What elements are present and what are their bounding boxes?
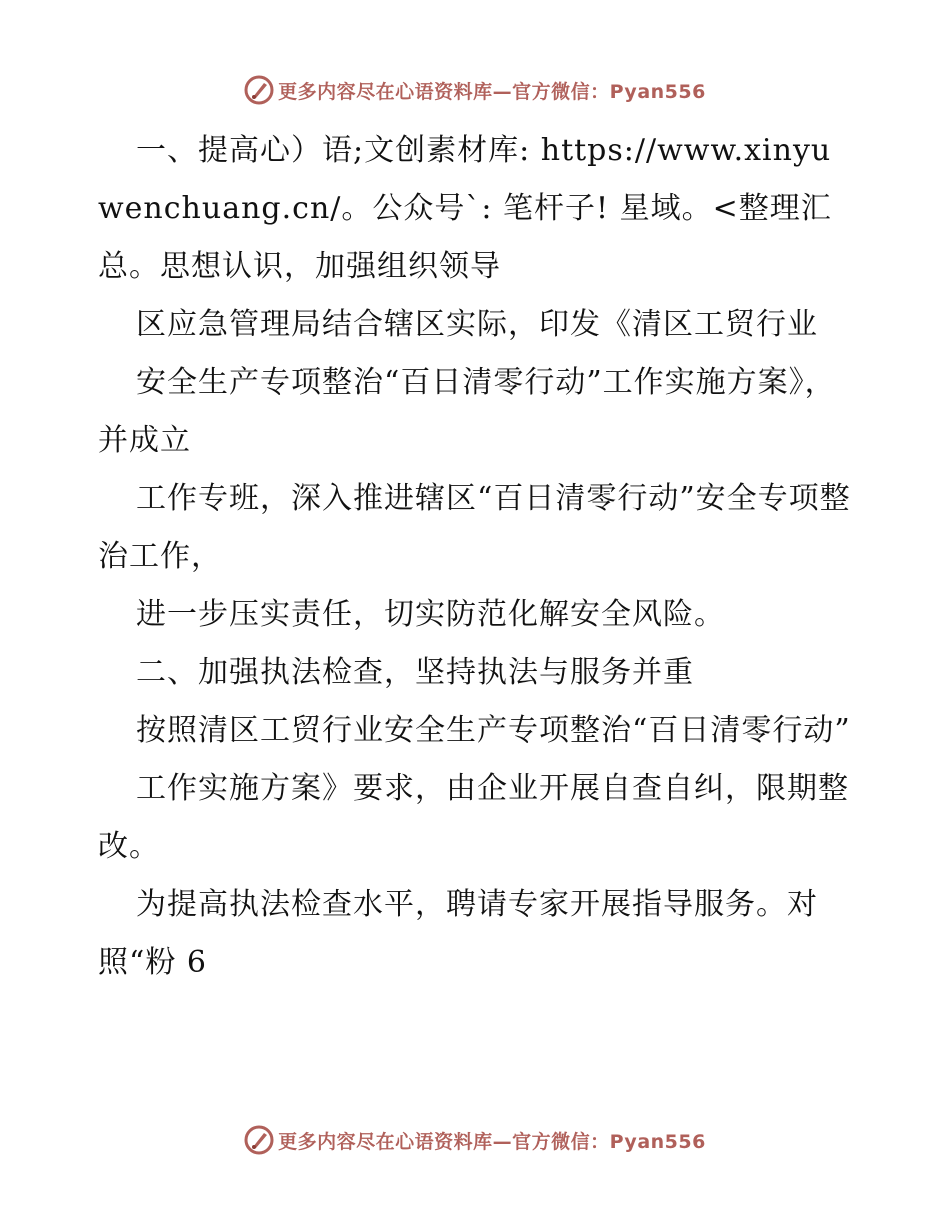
header-banner xyxy=(0,72,950,108)
paragraph: 为提高执法检查水平，聘请专家开展指导服务。对照“粉 6 xyxy=(98,887,818,980)
quill-logo-icon xyxy=(244,75,274,105)
paragraph: 按照清区工贸行业安全生产专项整治“百日清零行动” xyxy=(136,713,851,748)
section-heading: 二、加强执法检查，坚持执法与服务并重 xyxy=(136,655,694,690)
footer-banner xyxy=(0,1122,950,1158)
header-banner-text: 更多内容尽在心语资料库—官方微信：Pyan556 xyxy=(278,80,706,103)
footer-banner-text: 更多内容尽在心语资料库—官方微信：Pyan556 xyxy=(278,1130,706,1153)
paragraph: 一、提高心）语;文创素材库: https://www.xinyuwenchuang.cn/。公众号`: 笔杆子! 星域。<整理汇总。思想认识，加强组织领导 xyxy=(98,133,832,284)
paragraph: 进一步压实责任，切实防范化解安全风险。 xyxy=(136,597,725,632)
document-body xyxy=(98,122,854,992)
paragraph: 工作专班，深入推进辖区“百日清零行动”安全专项整治工作， xyxy=(98,481,851,574)
paragraph: 安全生产专项整治“百日清零行动”工作实施方案》，并成立 xyxy=(98,365,836,458)
paragraph: 区应急管理局结合辖区实际，印发《清区工贸行业 xyxy=(136,307,818,342)
paragraph: 工作实施方案》要求，由企业开展自查自纠，限期整改。 xyxy=(98,771,849,864)
quill-logo-icon xyxy=(244,1125,274,1155)
